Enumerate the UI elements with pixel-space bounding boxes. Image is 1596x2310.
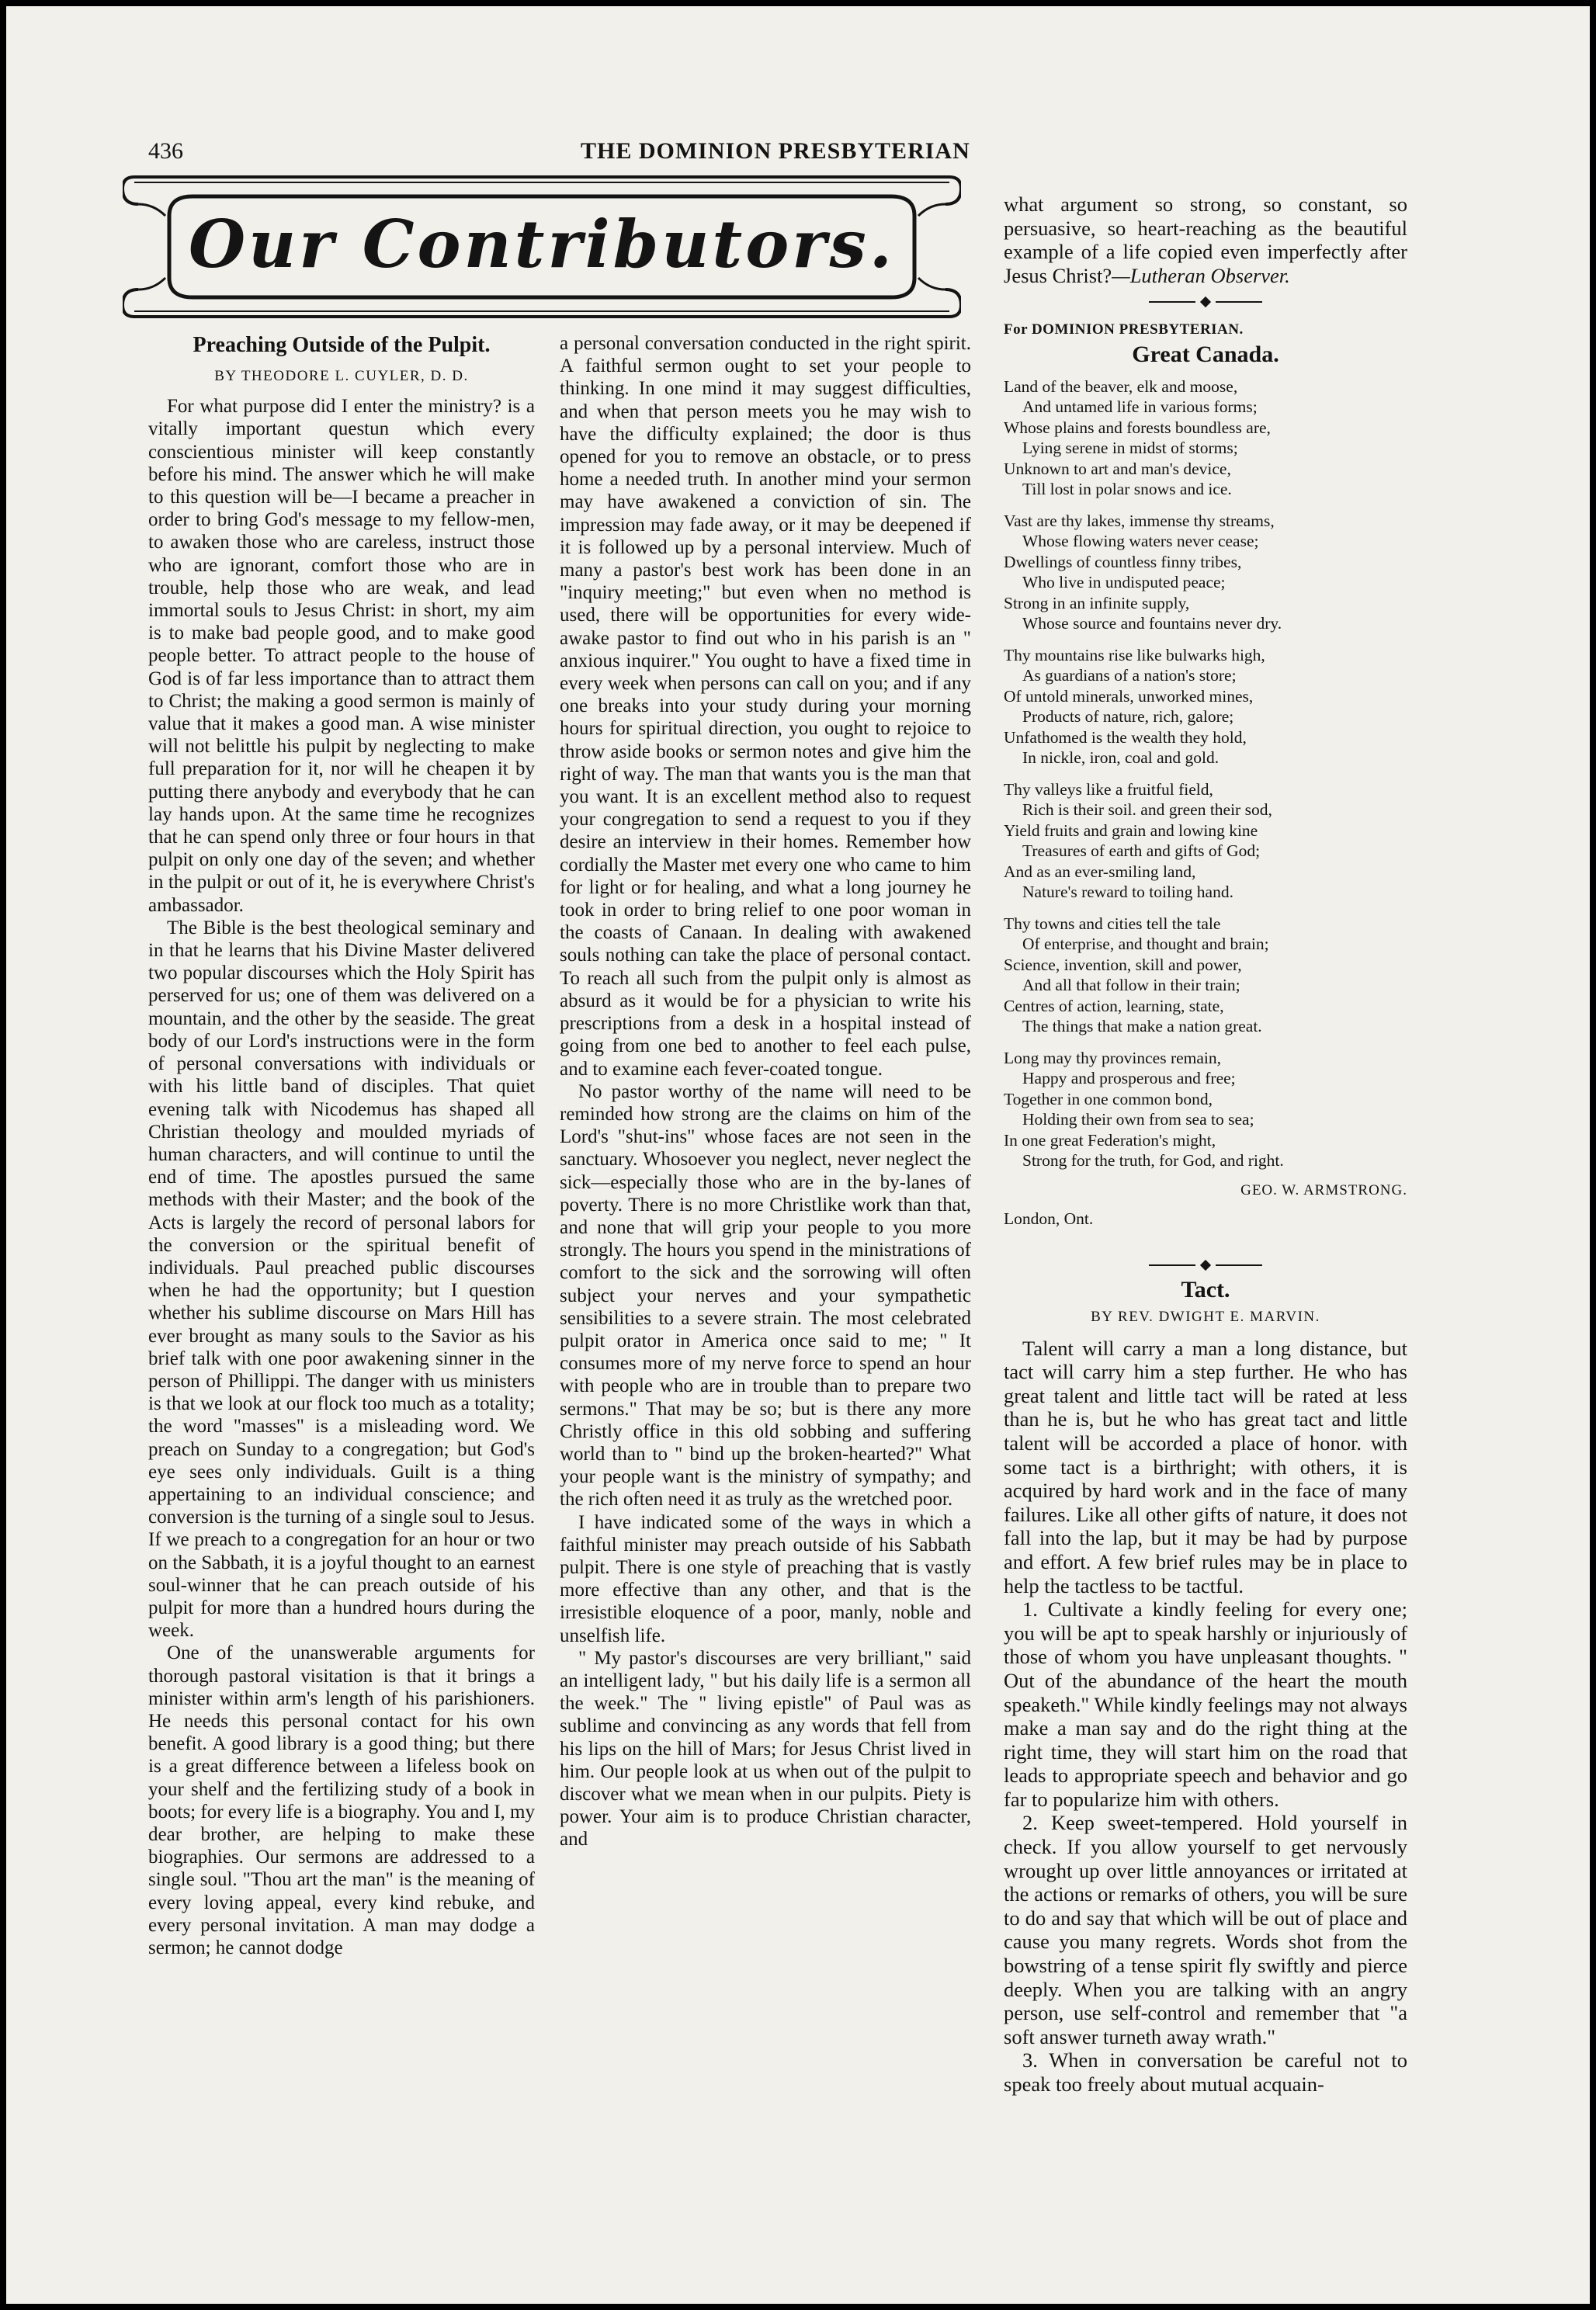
poem-line: Yield fruits and grain and lowing kine (1004, 820, 1258, 840)
poem-line: Long may thy provinces remain, (1004, 1048, 1222, 1067)
poem-stanza (1004, 645, 1407, 768)
article-paragraph: 1. Cultivate a kindly feeling for every one; you will be apt to speak harshly or injuriously of those of whom you have unpleasant thoughts. " Out of the abundance of the heart the mouth speaketh." While kindly feelings may not always make a man say and do the right thing at the right time, they will start him on the road that leads to appropriate speech and behavior and go far to popularize him with others. (1004, 1597, 1407, 1811)
poem-line: Together in one common bond, (1004, 1089, 1213, 1108)
poem-line: Land of the beaver, elk and moose, (1004, 376, 1238, 396)
poem-line: And as an ever-smiling land, (1004, 862, 1196, 881)
poem-line: The things that make a nation great. (1022, 1017, 1262, 1036)
poem-for-line: For DOMINION PRESBYTERIAN. (1004, 321, 1244, 338)
poem-line: Thy towns and cities tell the tale (1004, 914, 1221, 933)
poem-line: Science, invention, skill and power, (1004, 955, 1242, 974)
poem-line: Thy valleys like a fruitful field, (1004, 779, 1213, 799)
poem-line: Who live in undisputed peace; (1022, 573, 1226, 592)
article-byline-marvin: BY REV. DWIGHT E. MARVIN. (1091, 1309, 1320, 1326)
article-paragraph: 2. Keep sweet-tempered. Hold yourself in check. If you allow yourself to get nervously wrought up over little annoyances or irritated at the actions or remarks of others, you will be sure to do and say that which will be out of place and cause you many regrets. Words shot from the bowstring of a tense spirit fly swiftly and pierce deeply. When you are talking with an angry person, use self-control and remember that "a soft answer turneth away wrath." (1004, 1811, 1407, 2048)
running-head: THE DOMINION PRESBYTERIAN (581, 138, 970, 164)
divider (1004, 1261, 1407, 1269)
poem-line: Whose plains and forests boundless are, (1004, 418, 1271, 437)
poem-stanza (1004, 511, 1407, 634)
poem-line: In nickle, iron, coal and gold. (1022, 748, 1220, 768)
poem-line: Products of nature, rich, galore; (1022, 707, 1234, 727)
poem-stanza (1004, 1048, 1407, 1171)
poem-line: Of untold minerals, unworked mines, (1004, 686, 1254, 706)
article-paragraph: 3. When in conversation be careful not to speak too freely about mutual acquain- (1004, 2048, 1407, 2096)
poem-line: Till lost in polar snows and ice. (1022, 480, 1232, 499)
article-title-preaching: Preaching Outside of the Pulpit. (193, 333, 491, 357)
divider (1004, 298, 1407, 306)
poem-line: In one great Federation's might, (1004, 1130, 1216, 1150)
poem-line: As guardians of a nation's store; (1022, 666, 1237, 685)
poem-line: Whose source and fountains never dry. (1022, 614, 1282, 633)
poem-stanza (1004, 779, 1407, 903)
column-2 (560, 332, 971, 1851)
column-1 (148, 332, 535, 1959)
poem-stanza (1004, 914, 1407, 1037)
poem-place: London, Ont. (1004, 1209, 1094, 1228)
article-paragraph: " My pastor's discourses are very brilliant," said an intelligent lady, " but his daily life is a sermon all the week." The " living epistle" of Paul was as sublime and convincing as any words that fell from his lips on the hill of Mars; for Jesus Christ lived in him. Our people look at us when out of the pulpit to discover what we mean when in our pulpits. Piety is power. Your aim is to produce Christian character, and (560, 1647, 971, 1850)
poem-line: Holding their own from sea to sea; (1022, 1110, 1254, 1129)
poem-line: Nature's reward to toiling hand. (1022, 883, 1233, 902)
poem-line: And untamed life in various forms; (1022, 397, 1258, 417)
poem-author: GEO. W. ARMSTRONG. (1240, 1181, 1407, 1198)
continuation-text: what argument so strong, so constant, so persuasive, so heart-reaching as the beautiful example of a life copied even imperfectly after Jesus Christ? (1004, 192, 1407, 287)
poem-title: Great Canada. (1132, 341, 1279, 367)
poem-stanza (1004, 376, 1407, 500)
poem-line: Unknown to art and man's device, (1004, 459, 1231, 478)
poem-line: Lying serene in midst of storms; (1022, 439, 1238, 458)
article-paragraph: The Bible is the best theological seminary and in that he learns that his Divine Master delivered two popular discourses which the Holy Spirit has perserved for us; one of them was delivered on a mountain, and the other by the seaside. The great body of our Lord's instructions were in the form of personal conversations with individuals or with his little band of disciples. That quiet evening talk with Nicodemus has shaped all Christian theology and moulded myriads of human characters, and will continue to until the end of time. The apostles pursued the same methods with their Master; and the book of the Acts is largely the record of personal labors for the conversion or the spiritual benefit of individuals. Paul preached public discourses when he had the opportunity; but I question whether his sublime discourse on Mars Hill has ever brought as many souls to the Savior as his brief talk with one poor awakening sinner in the person of Phillippi. The danger with us ministers is that we look at our flock too much as a totality; the word "masses" is a misleading word. We preach on Sunday to a congregation; but God's eye sees only individuals. Guilt is a thing appertaining to an individual conscience; and conversion is the turning of a single soul to Jesus. If we preach to a congregation for an hour or two on the Sabbath, it is a joyful thought to an earnest soul-winner that he can preach outside of his pulpit for more than a hundred hours during the week. (148, 917, 535, 1642)
poem-line: Strong for the truth, for God, and right. (1022, 1151, 1284, 1171)
newspaper-page (6, 6, 1590, 2304)
page-number: 436 (148, 138, 183, 164)
poem-line: Happy and prosperous and free; (1022, 1069, 1236, 1088)
poem-line: Unfathomed is the wealth they hold, (1004, 727, 1247, 747)
article-paragraph: No pastor worthy of the name will need to be reminded how strong are the claims on him of the Lord's "shut-ins" whose faces are not seen in the sanctuary. Whosoever you neglect, never neglect the sick—especially those who are in the by-lanes of poverty. There is no more Christlike work than that, and none that will grip your people to you more strongly. The hours you spend in the ministrations of comfort to the sick and the sorrowing will often subject your nerves and your sympathetic sensibilities to a severe strain. The most celebrated pulpit orator in America once said to me; " It consumes more of my nerve force to spend an hour with people who are in trouble than to prepare two sermons." That may be so; but is there any more Christly office in this old sobbing and suffering world than to " bind up the broken-hearted?" What your people want is the ministry of sympathy; and the rich often need it as truly as the wretched poor. (560, 1080, 971, 1511)
poem-line: Of enterprise, and thought and brain; (1022, 935, 1269, 954)
section-banner-title: Our Contributors. (188, 206, 896, 283)
poem-line: Dwellings of countless finny tribes, (1004, 552, 1242, 571)
poem-line: And all that follow in their train; (1022, 976, 1240, 995)
poem-line: Strong in an infinite supply, (1004, 593, 1190, 612)
poem-line: Centres of action, learning, state, (1004, 996, 1224, 1015)
poem-line: Whose flowing waters never cease; (1022, 532, 1259, 551)
article-paragraph: I have indicated some of the ways in which a faithful minister may preach outside of his Sabbath pulpit. There is one style of preaching that is vastly more effective than any other, and that is the irresistible eloquence of a poor, manly, noble and unselfish life. (560, 1511, 971, 1646)
article-paragraph: Talent will carry a man a long distance, but tact will carry him a step further. He who has great talent and little tact will be rated at less than he is, but he who has great tact and little talent will be accorded a place of honor. with some tact is a birthright; with others, it is acquired by hard work and in the face of many failures. Like all other gifts of nature, it does not fall into the lap, but it may be had by purpose and effort. A few brief rules may be in place to help the tactless to be tactful. (1004, 1336, 1407, 1597)
poem-line: Treasures of earth and gifts of God; (1022, 841, 1261, 861)
article-continuation (1004, 192, 1407, 287)
poem-line: Rich is their soil. and green their sod, (1022, 800, 1272, 820)
article-byline-cuyler: BY THEODORE L. CUYLER, D. D. (214, 368, 469, 384)
column-3 (1004, 192, 1407, 2097)
article-paragraph: For what purpose did I enter the ministry? is a vitally important questun which every conscientious minister will keep constantly before his mind. The answer which he will make to this question will be—I became a preacher in order to bring God's message to my fellow-men, to awaken those who are careless, instruct those who are ignorant, comfort those who are in trouble, help those who are weak, and lead immortal souls to Jesus Christ: in short, my aim is to make bad people good, and to make good people better. To attract people to the house of God is of far less importance than to attract them to Christ; the making a good sermon is mainly of value that it makes a good man. A wise minister will not belittle his pulpit by neglecting to make full preparation for it, nor will he cheapen it by putting there anybody and everybody that he can lay hands upon. At the same time he recognizes that he can spend only three or four hours in that pulpit on only one day of the seven; and whether in the pulpit or out of it, he is everywhere Christ's ambassador. (148, 396, 535, 916)
poem-line: Vast are thy lakes, immense thy streams, (1004, 511, 1275, 530)
section-banner (123, 173, 961, 321)
article-paragraph: One of the unanswerable arguments for thorough pastoral visitation is that it brings a minister within arm's length of his parishioners. He needs this personal contact for his own benefit. A good library is a good thing; but there is a great difference between a lifeless book on your shelf and the fertilizing study of a book in boots; for every life is a biography. You and I, my dear brother, are helping to make these biographies. Our sermons are addressed to a single soul. "Thou art the man" is the meaning of every loving appeal, every kind rebuke, and every personal invitation. A man may dodge a sermon; he cannot dodge (148, 1642, 535, 1959)
poem-line: Thy mountains rise like bulwarks high, (1004, 645, 1265, 664)
article-title-tact: Tact. (1181, 1277, 1230, 1303)
source-attribution: —Lutheran Observer. (1112, 263, 1290, 287)
article-paragraph: a personal conversation conducted in the right spirit. A faithful sermon ought to set your people to thinking. In one mind it may suggest difficulties, and when that person meets you he may wish to have the difficulty explained; the door is thus opened for you to remove an obstacle, or to press home a needed truth. In another mind your sermon may have awakened a conviction of sin. The impression may fade away, or it may be deepened if it is followed up by a personal interview. Much of many a pastor's best work has been done in an "inquiry meeting;" but even when no method is used, there will be opportunities for every wide-awake pastor to find out who in his parish is an " anxious inquirer." You ought to have a fixed time in every week when persons can call on you; and if any one breaks into your study during your morning hours for spiritual direction, you ought to rejoice to throw aside books or sermon notes and give him the right of way. The man that wants you is the man that you want. It is an excellent method also to request your congregation to send a request to you if they desire an interview in their homes. Remember how cordially the Master met every one who came to him for light or for healing, and what a long journey he took in order to bring relief to one poor woman in the coasts of Canaan. In dealing with awakened souls nothing can take the place of personal contact. To reach all such from the pulpit only is almost as absurd as it would be for a physician to write his prescriptions from a desk in a hospital instead of going from one bed to another to feel each pulse, and to examine each fever-coated tongue. (560, 333, 971, 1080)
